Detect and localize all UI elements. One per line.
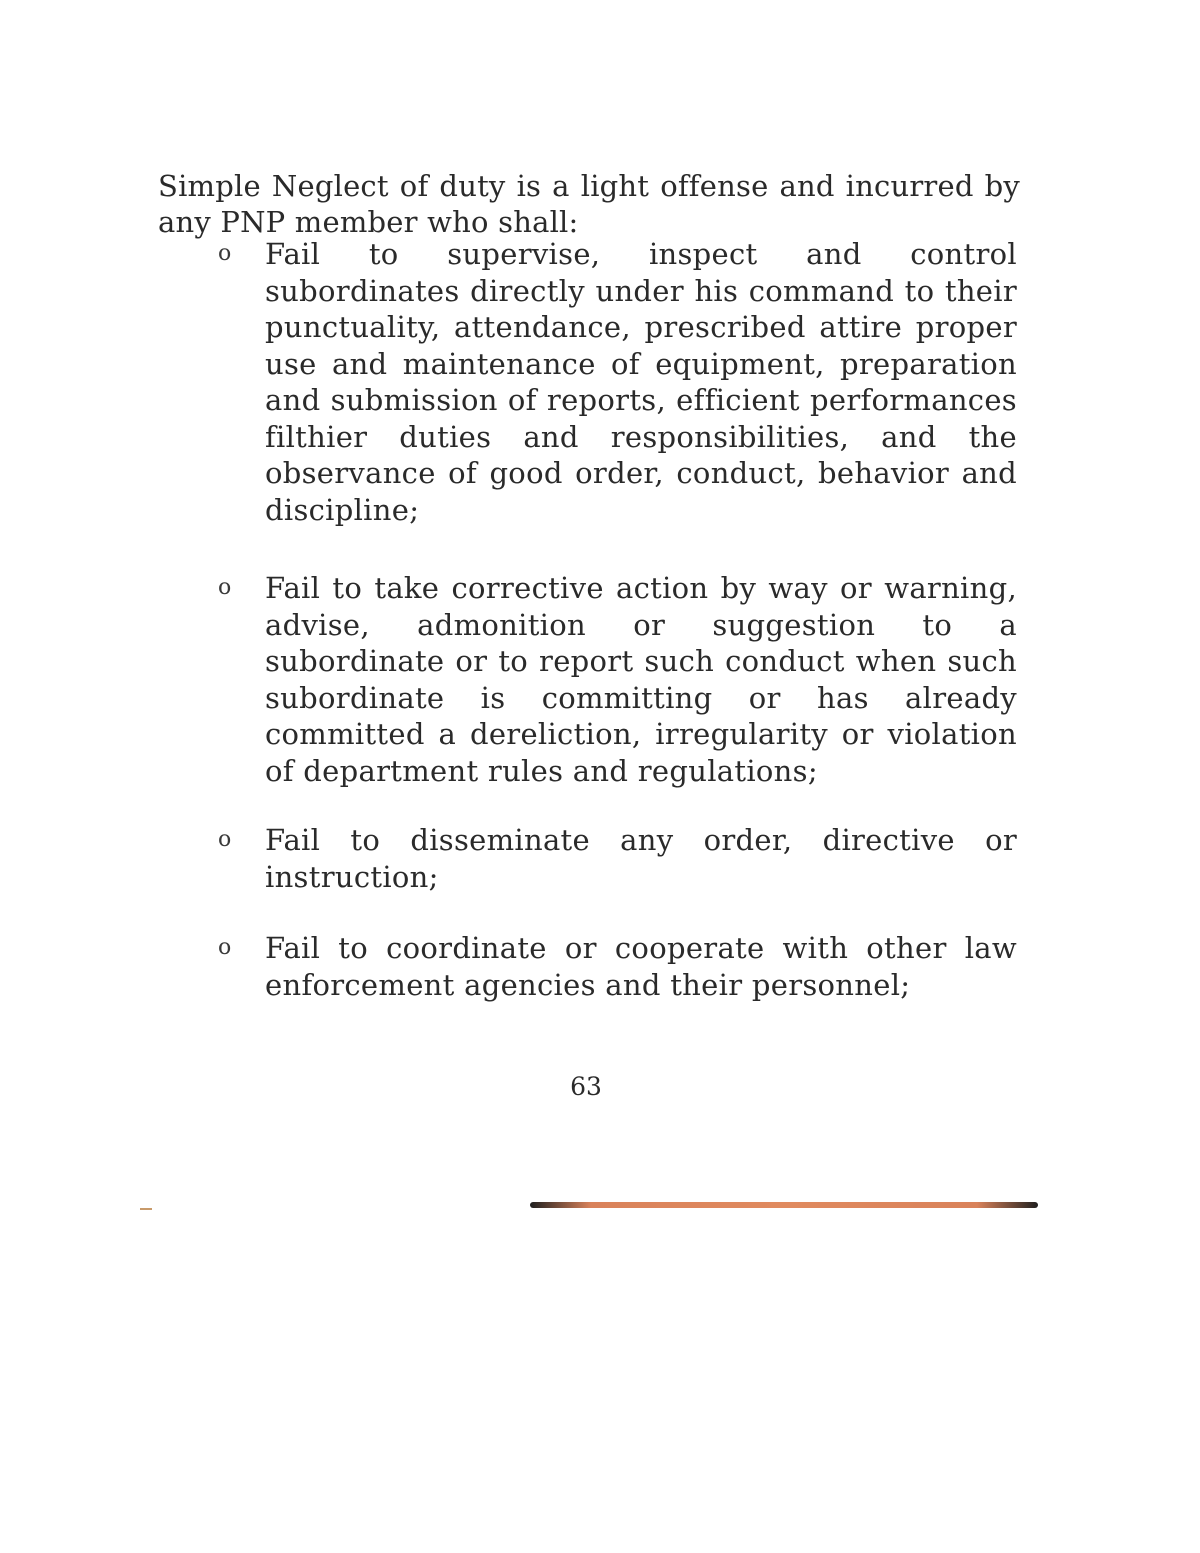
intro-paragraph: Simple Neglect of duty is a light offense and incurred by any PNP member who shall: [158,169,1020,239]
bullet-marker: o [218,827,232,852]
list-item-text: Fail to disseminate any order, directive or instruction; [265,823,1017,894]
bullet-marker: o [218,241,232,266]
edge-mark-divider [140,1208,152,1210]
bottom-rule-divider [530,1202,1038,1208]
bullet-marker: o [218,575,232,600]
list-item-text: Fail to coordinate or cooperate with other law enforcement agencies and their personnel; [265,931,1017,1002]
page-number: 63 [570,1072,602,1101]
list-item-text: Fail to supervise, inspect and control subordinates directly under his command to their punctuality, attendance, prescribed attire proper use and maintenance of equipment, preparation and submission of reports, efficient performances filthier duties and responsibilities, and the observance of good order, conduct, behavior and discipline; [265,237,1017,527]
bullet-marker: o [218,935,232,960]
list-item-text: Fail to take corrective action by way or warning, advise, admonition or suggestion to a subordinate or to report such conduct when such subordinate is committing or has already committed a dereliction, irregularity or violation of department rules and regulations; [265,571,1017,788]
